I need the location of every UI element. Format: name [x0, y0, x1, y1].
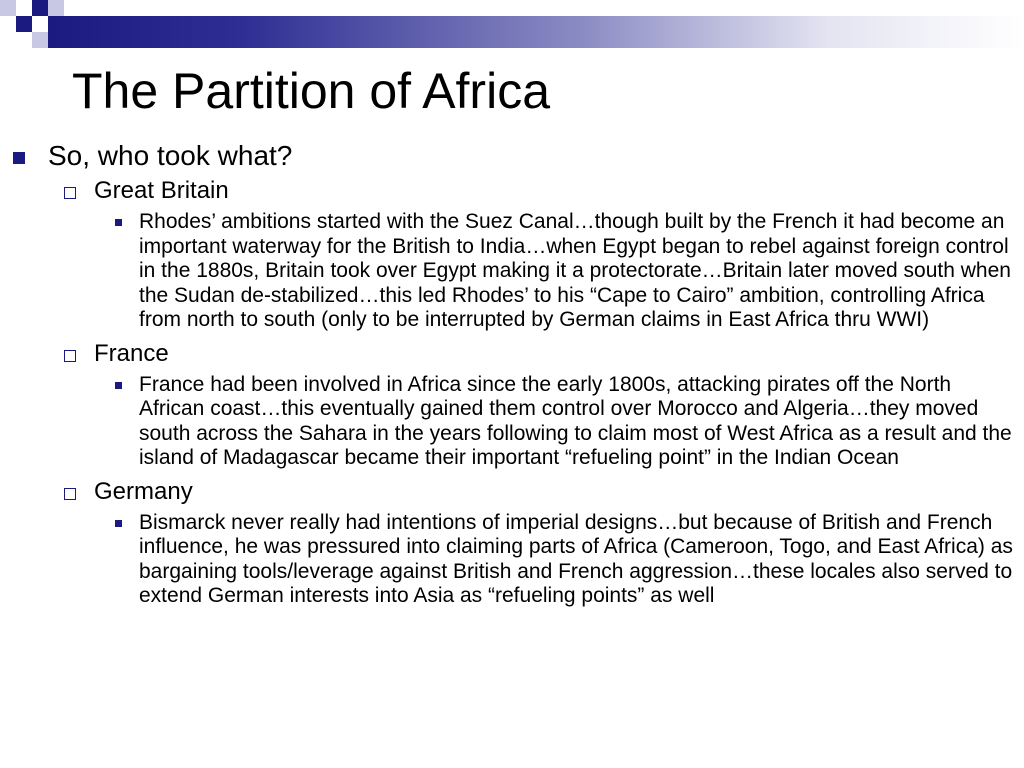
section-heading-germany	[0, 477, 1024, 507]
hollow-square-bullet-icon	[64, 488, 76, 500]
hollow-square-bullet-icon	[64, 350, 76, 362]
bullet-level-1	[0, 138, 1024, 174]
decor-square	[0, 0, 16, 16]
section-heading-great-britain	[0, 176, 1024, 206]
section-heading-france	[0, 339, 1024, 369]
slide-body	[0, 138, 1024, 615]
slide-title: The Partition of Africa	[72, 63, 551, 119]
hollow-square-bullet-icon	[64, 187, 76, 199]
section-detail-text: Bismarck never really had intentions of imperial designs…but because of British and French influence, he was pressured into claiming parts of Africa (Cameroon, Togo, and East Africa) as bargaining tools/leverage against British and French aggression…these locales also served to extend German interests into Asia as “refueling points” as well	[139, 510, 1013, 607]
small-square-bullet-icon	[115, 219, 122, 226]
section-detail-germany	[0, 511, 1024, 609]
small-square-bullet-icon	[115, 382, 122, 389]
section-detail-text: Rhodes’ ambitions started with the Suez Canal…though built by the French it had become an important waterway for the British to India…when Egypt began to rebel against foreign control in the 1880s, Britain took over Egypt making it a protectorate…Britain later moved south when the Sudan de-stabilized…this led Rhodes’ to his “Cape to Cairo” ambition, controlling Africa from north to south (only to be interrupted by German claims in East Africa thru WWI)	[139, 210, 1011, 331]
small-square-bullet-icon	[115, 520, 122, 527]
header-decoration	[0, 0, 1024, 64]
square-bullet-icon	[13, 152, 25, 164]
section-detail-france	[0, 373, 1024, 471]
header-gradient-bar	[48, 16, 1024, 48]
decor-square	[32, 0, 48, 16]
section-heading-text: Great Britain	[94, 177, 229, 204]
section-heading-text: Germany	[94, 477, 193, 505]
section-heading-text: France	[94, 339, 169, 367]
decor-square	[48, 0, 64, 16]
decor-square	[16, 16, 32, 32]
decor-square	[32, 32, 48, 48]
section-detail-text: France had been involved in Africa since the early 1800s, attacking pirates off the North African coast…this eventually gained them control over Morocco and Algeria…they moved south across the Sahara in the years following to claim most of West Africa as a result and the island of Madagascar became their important “refueling point” in the Indian Ocean	[139, 372, 1012, 469]
section-detail-great-britain	[0, 210, 1024, 333]
bullet-text: So, who took what?	[48, 140, 293, 171]
